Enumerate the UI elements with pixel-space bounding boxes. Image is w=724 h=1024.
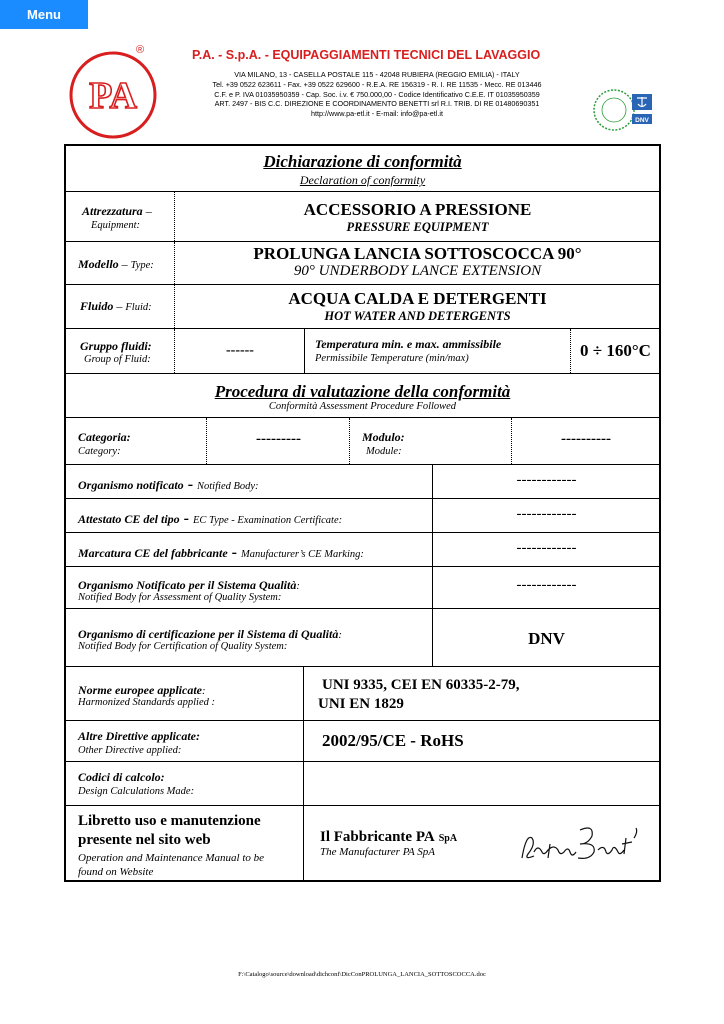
equipment-value-cell xyxy=(174,192,659,241)
module-value: ---------- xyxy=(561,431,611,447)
procedure-title: Procedura di valutazione della conformità xyxy=(214,382,511,401)
calc-codes-label: Codici di calcolo: xyxy=(78,770,165,784)
standards-value-line1: UNI 9335, CEI EN 60335-2-79, xyxy=(322,677,520,693)
standards-value-line2: UNI EN 1829 xyxy=(318,696,404,712)
calc-codes-row xyxy=(66,762,659,806)
ce-marking-value-cell xyxy=(432,533,659,566)
manufacturer-cell xyxy=(303,806,659,880)
category-value: --------- xyxy=(256,431,301,447)
procedure-subtitle: Conformità Assessment Procedure Followed xyxy=(268,401,457,412)
manufacturer-label: Il Fabbricante PA SpA xyxy=(320,829,458,845)
temperature-label-cell xyxy=(304,329,570,373)
directives-value: 2002/95/CE - RoHS xyxy=(322,731,464,750)
declaration-form xyxy=(64,144,661,882)
fluid-group-value-cell xyxy=(174,329,304,373)
module-label: Modulo: xyxy=(362,430,405,444)
standards-value-cell xyxy=(303,667,659,720)
directives-label: Altre Direttive applicate: xyxy=(78,729,200,743)
quality-cert-value-cell xyxy=(432,609,659,666)
model-label: Modello – Type: xyxy=(78,257,154,271)
fluid-group-value: ------ xyxy=(226,343,254,358)
standards-label-en: Harmonized Standards applied : xyxy=(78,697,215,708)
model-value-en: 90° UNDERBODY LANCE EXTENSION xyxy=(293,263,542,279)
ce-marking-value: ------------ xyxy=(516,540,577,556)
page-title: Dichiarazione di conformità xyxy=(263,152,462,171)
quality-system-label: Organismo Notificato per il Sistema Qualità: xyxy=(78,578,300,592)
quality-cert-row xyxy=(66,609,659,667)
quality-cert-label-en: Notified Body for Certification of Quality System: xyxy=(78,641,288,652)
quality-system-label-en: Notified Body for Assessment of Quality System: xyxy=(78,592,282,603)
notified-body-value-cell xyxy=(432,465,659,498)
equipment-value-en: PRESSURE EQUIPMENT xyxy=(346,220,489,234)
pa-logo xyxy=(68,50,158,140)
fluid-group-row xyxy=(66,329,659,374)
quality-system-value: ------------ xyxy=(516,577,577,593)
equipment-label: Attrezzatura – xyxy=(82,204,152,218)
model-value-cell xyxy=(174,242,659,284)
fluid-group-label-en: Group of Fluid: xyxy=(84,354,151,365)
svg-text:DNV: DNV xyxy=(635,117,649,124)
footer-path: F:\Catalogo\source\download\dichconf\DicConPROLUNGA_LANCIA_SOTTOSCOCCA.doc xyxy=(238,971,486,978)
quality-cert-value: DNV xyxy=(528,629,565,648)
quality-cert-label: Organismo di certificazione per il Sistema di Qualità: xyxy=(78,627,342,641)
signature xyxy=(514,814,644,872)
svg-text:PA: PA xyxy=(89,75,137,117)
company-address: VIA MILANO, 13 - CASELLA POSTALE 115 - 42048 RUBIERA (REGGIO EMILIA) - ITALY Tel. +39 0522 623611 - Fax. +39 0522 629600 - R.E.A. RE 156319 - R. I. RE 11535 - Mecc. RE 013446 C.F. e P. IVA 01035950359 - Cap. Soc. i.v. € 750.000,00 - Codice Identificativo C.E.E. IT 01035950359 ART. 2497 - BIS C.C. DIREZIONE E COORDINAMENTO BENETTI srl R.I. TRIB. DI RE 01480690351 http://www.pa-etl.it - E-mail: info@pa-etl.it xyxy=(212,70,542,119)
page-subtitle: Declaration of conformity xyxy=(299,173,426,187)
module-label-cell xyxy=(349,418,511,464)
notified-body-value: ------------ xyxy=(516,472,577,488)
calc-codes-value-cell xyxy=(303,762,659,805)
manufacturer-label-en: The Manufacturer PA SpA xyxy=(320,846,435,858)
fluid-row xyxy=(66,285,659,329)
table-row xyxy=(66,499,659,533)
company-name: P.A. - S.p.A. - EQUIPAGGIAMENTI TECNICI DEL LAVAGGIO xyxy=(192,48,541,62)
certification-badge-icon xyxy=(592,84,662,136)
ec-type-label: Attestato CE del tipo - EC Type - Examination Certificate: xyxy=(78,510,343,527)
ec-type-value: ------------ xyxy=(516,506,577,522)
temperature-value: 0 ÷ 160°C xyxy=(580,341,651,360)
fluid-value-en: HOT WATER AND DETERGENTS xyxy=(324,309,511,323)
temperature-value-cell xyxy=(570,329,659,373)
procedure-row xyxy=(66,374,659,418)
equipment-row xyxy=(66,192,659,242)
table-row xyxy=(66,533,659,567)
directives-value-cell xyxy=(303,721,659,761)
ec-type-value-cell xyxy=(432,499,659,532)
category-row xyxy=(66,418,659,465)
equipment-label-en: Equipment: xyxy=(91,220,140,231)
fluid-group-label: Gruppo fluidi: xyxy=(80,339,152,353)
table-row xyxy=(66,465,659,499)
module-label-en: Module: xyxy=(366,446,402,457)
manufacturer-row xyxy=(66,806,659,880)
category-label-en: Category: xyxy=(78,446,121,457)
fluid-value-cell xyxy=(174,285,659,328)
fluid-label: Fluido – Fluid: xyxy=(80,299,152,313)
standards-label: Norme europee applicate: xyxy=(78,683,206,697)
notified-body-label: Organismo notificato - Notified Body: xyxy=(78,476,259,493)
menu-button[interactable]: Menu xyxy=(0,0,88,29)
model-row xyxy=(66,242,659,285)
directives-label-en: Other Directive applied: xyxy=(78,745,182,756)
directives-row xyxy=(66,721,659,762)
quality-system-value-cell xyxy=(432,567,659,608)
manual-text: Libretto uso e manutenzione presente nel sito web xyxy=(78,813,261,848)
registered-mark: ® xyxy=(136,44,145,56)
title-row xyxy=(66,146,659,192)
category-value-cell xyxy=(206,418,349,464)
quality-system-row xyxy=(66,567,659,609)
fluid-value: ACQUA CALDA E DETERGENTI xyxy=(288,289,547,308)
calc-codes-label-en: Design Calculations Made: xyxy=(78,786,195,797)
category-label: Categoria: xyxy=(78,430,131,444)
temperature-label-en: Permissibile Temperature (min/max) xyxy=(315,353,469,364)
module-value-cell xyxy=(511,418,659,464)
standards-row xyxy=(66,667,659,721)
ce-marking-label: Marcatura CE del fabbricante - Manufacturer’s CE Marking: xyxy=(78,544,364,561)
temperature-label: Temperatura min. e max. ammissibile xyxy=(315,337,502,351)
manual-text-en: Operation and Maintenance Manual to be found on Website xyxy=(78,852,265,878)
model-value: PROLUNGA LANCIA SOTTOSCOCCA 90° xyxy=(253,244,582,263)
equipment-value: ACCESSORIO A PRESSIONE xyxy=(303,200,532,219)
